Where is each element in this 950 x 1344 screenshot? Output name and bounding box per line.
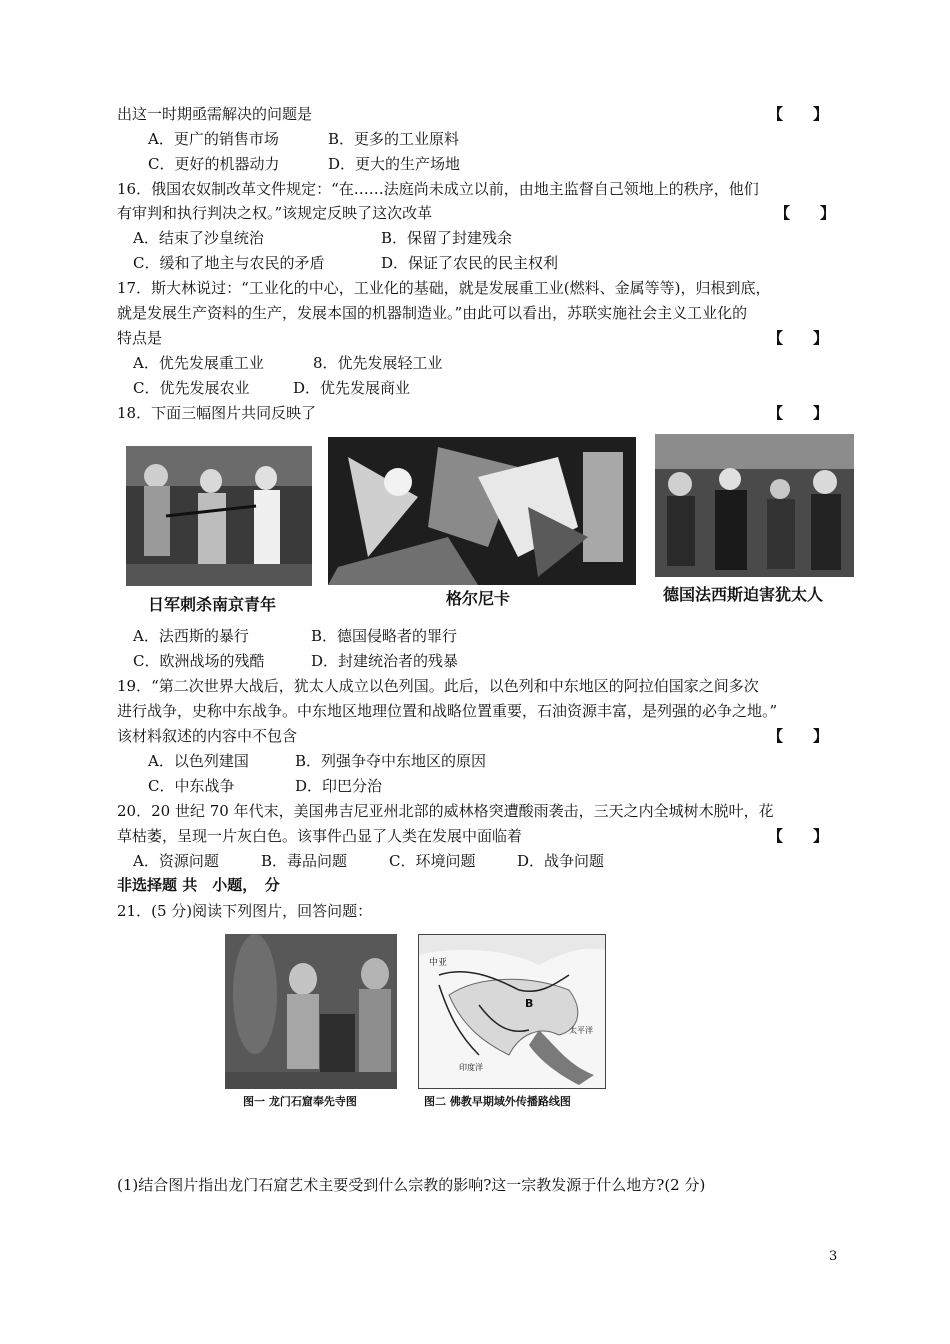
q15-options-row2: [148, 153, 460, 175]
q21-sub1: (1)结合图片指出龙门石窟艺术主要受到什么宗教的影响?这一宗教发源于什么地方?(2 分): [117, 1176, 706, 1194]
q16-stem-line2: 有审判和执行判决之权。”该规定反映了这次改革: [117, 204, 433, 222]
q19-option-c[interactable]: C．中东战争: [148, 777, 235, 795]
q18-option-c[interactable]: C．欧洲战场的残酷: [133, 652, 265, 670]
q19-stem-line3: 该材料叙述的内容中不包含: [117, 727, 298, 745]
section-title: 非选择题 共 小题， 分: [117, 876, 280, 894]
q19-stem-line2: 进行战争，史称中东战争。中东地区地理位置和战略位置重要，石油资源丰富，是列强的必争之地。”: [117, 702, 778, 720]
q20-option-c[interactable]: C．环境问题: [389, 852, 476, 870]
q15-options-row1: [148, 128, 459, 150]
q15-answer-bracket: 【 】: [768, 105, 829, 123]
persecution-caption: 德国法西斯迫害犹太人: [663, 585, 824, 604]
q17-options-row1: [133, 352, 443, 374]
q17-options-row2: [133, 377, 410, 399]
q19-option-b[interactable]: B．列强争夺中东地区的原因: [295, 752, 487, 770]
guernica-caption: 格尔尼卡: [446, 589, 511, 608]
map-label-pacific: 太平洋: [569, 1026, 593, 1035]
fig1-caption: 图一 龙门石窟奉先寺图: [243, 1095, 357, 1108]
q17-answer-bracket: 【 】: [768, 329, 829, 347]
q16-options-row1: [133, 227, 512, 249]
q18-options-row1: [133, 625, 457, 647]
q15-stem-tail: 出这一时期亟需解决的问题是: [117, 105, 313, 123]
q18-answer-bracket: 【 】: [768, 404, 829, 422]
persecution-photo: [655, 434, 854, 577]
q16-option-a[interactable]: A．结束了沙皇统治: [133, 229, 264, 247]
map-label-central-asia: 中亚: [429, 958, 448, 968]
q16-option-c[interactable]: C．缓和了地主与农民的矛盾: [133, 254, 325, 272]
q20-stem-line2: 草枯萎，呈现一片灰白色。该事件凸显了人类在发展中面临着: [117, 827, 523, 845]
q20-option-a[interactable]: A．资源问题: [133, 852, 219, 870]
q18-options-row2: [133, 650, 458, 672]
q16-options-row2: [133, 252, 558, 274]
q18-option-d[interactable]: D．封建统治者的残暴: [311, 652, 459, 670]
q21-stem: 21．(5 分)阅读下列图片，回答问题：: [117, 902, 373, 920]
q20-option-b[interactable]: B．毒品问题: [261, 852, 348, 870]
page-number: 3: [829, 1249, 838, 1264]
q20-option-d[interactable]: D．战争问题: [517, 852, 605, 870]
q19-answer-bracket: 【 】: [768, 727, 829, 745]
q19-option-a[interactable]: A．以色列建国: [148, 752, 249, 770]
q17-option-c[interactable]: C．优先发展农业: [133, 379, 250, 397]
fig2-caption: 图二 佛教早期域外传播路线图: [424, 1095, 571, 1108]
q16-stem-line1: 16．俄国农奴制改革文件规定：“在……法庭尚未成立以前，由地主监督自己领地上的秩序，他们: [117, 180, 759, 198]
q19-options-row1: [148, 750, 486, 772]
q18-option-b[interactable]: B．德国侵略者的罪行: [311, 627, 458, 645]
buddhism-route-map: [418, 934, 606, 1089]
q15-option-c[interactable]: C．更好的机器动力: [148, 155, 280, 173]
q18-stem: 18．下面三幅图片共同反映了: [117, 404, 317, 422]
map-label-indian-ocean: 印度洋: [459, 1063, 483, 1072]
q17-stem-line3: 特点是: [117, 329, 163, 347]
q16-option-d[interactable]: D．保证了农民的民主权利: [381, 254, 559, 272]
nanjing-caption: 日军刺杀南京青年: [148, 595, 277, 614]
q19-stem-line1: 19．“第二次世界大战后，犹太人成立以色列国。此后，以色列和中东地区的阿拉伯国家之间多次: [117, 677, 759, 695]
q16-answer-bracket: 【 】: [775, 204, 836, 222]
q19-options-row2: [148, 775, 382, 797]
map-label-b: B: [525, 997, 534, 1010]
q20-answer-bracket: 【 】: [768, 827, 829, 845]
q20-stem-line1: 20．20 世纪 70 年代末，美国弗吉尼亚州北部的威林格突遭酸雨袭击，三天之内全城树木脱叶，花: [117, 802, 774, 820]
q19-option-d[interactable]: D．印巴分治: [295, 777, 383, 795]
q16-option-b[interactable]: B．保留了封建残余: [381, 229, 513, 247]
longmen-grottoes-photo: [225, 934, 397, 1089]
nanjing-photo: [126, 446, 312, 586]
q15-option-b[interactable]: B．更多的工业原料: [328, 130, 460, 148]
q20-options-row: [133, 850, 604, 872]
q17-option-b[interactable]: 8．优先发展轻工业: [313, 354, 443, 372]
guernica-painting: [328, 437, 636, 585]
q17-option-a[interactable]: A．优先发展重工业: [133, 354, 264, 372]
q17-stem-line1: 17．斯大林说过：“工业化的中心，工业化的基础，就是发展重工业(燃料、金属等等)，归根到底，: [117, 279, 771, 297]
q15-option-d[interactable]: D．更大的生产场地: [328, 155, 461, 173]
q17-option-d[interactable]: D．优先发展商业: [293, 379, 411, 397]
q18-option-a[interactable]: A．法西斯的暴行: [133, 627, 249, 645]
q17-stem-line2: 就是发展生产资料的生产，发展本国的机器制造业。”由此可以看出，苏联实施社会主义工业化的: [117, 304, 748, 322]
q15-option-a[interactable]: A．更广的销售市场: [148, 130, 279, 148]
